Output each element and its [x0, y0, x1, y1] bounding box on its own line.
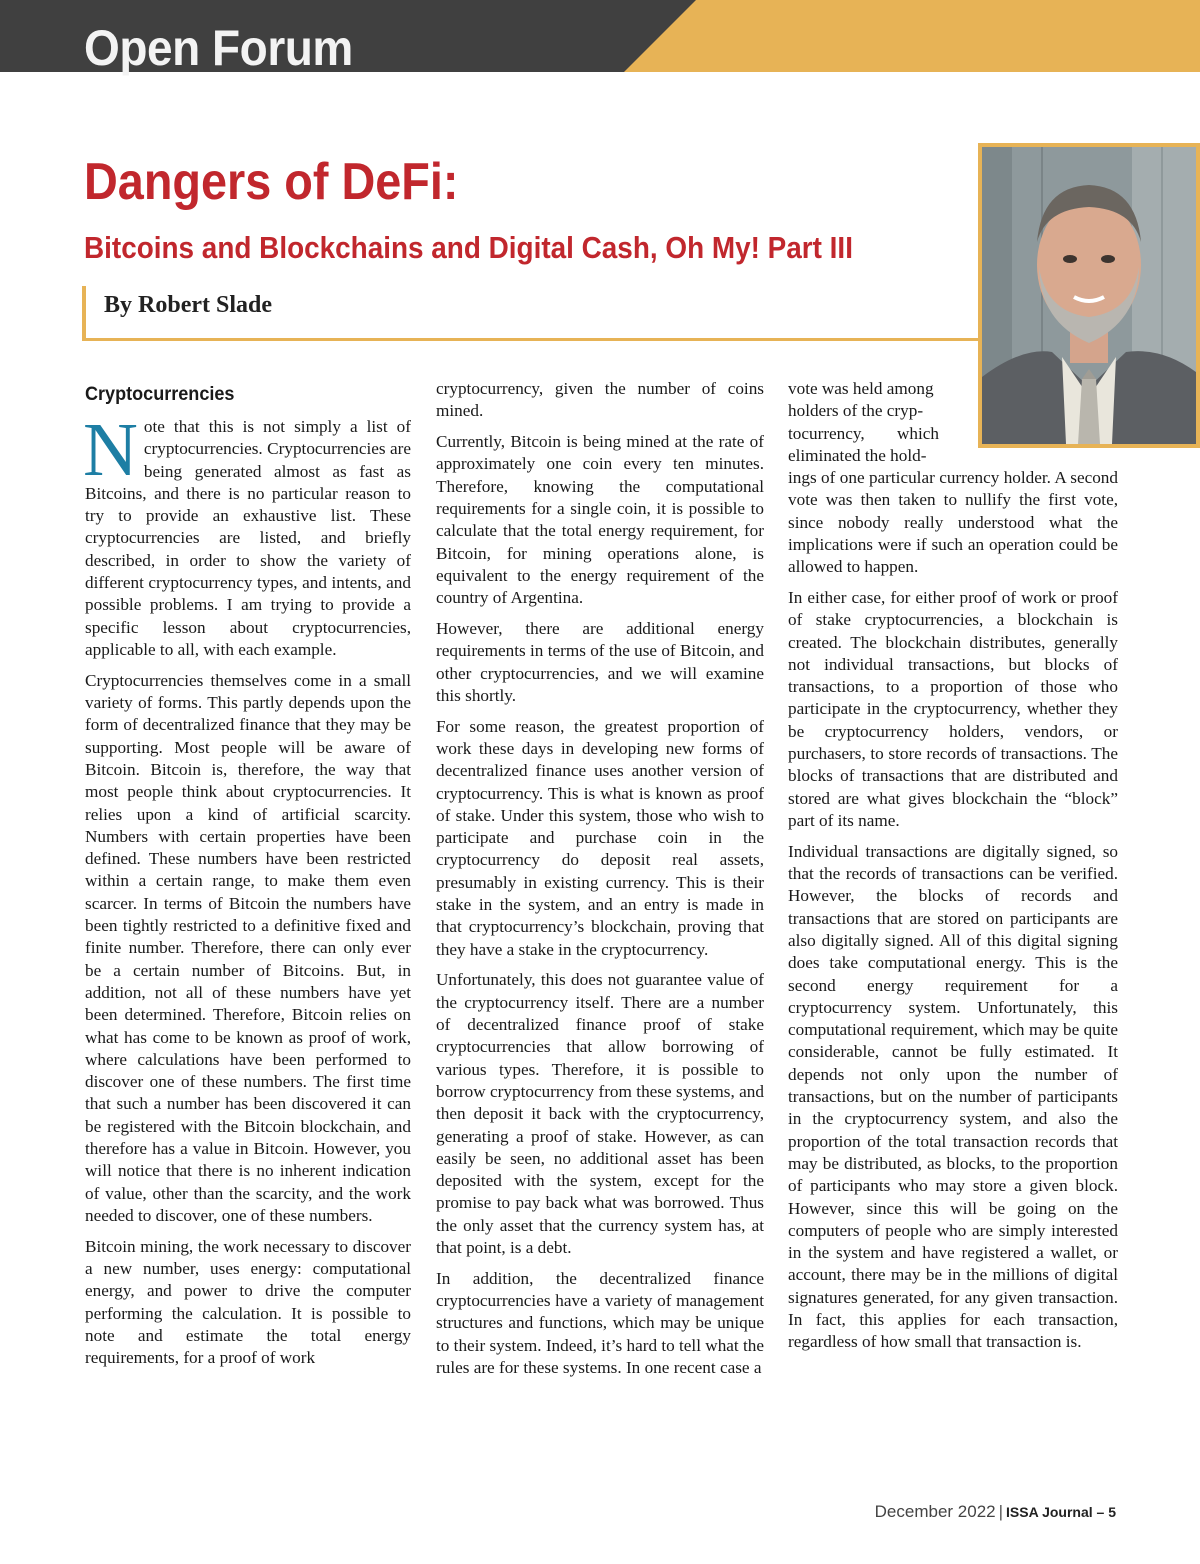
paragraph: Individual transactions are digitally signed, so that the records of transactions can be verified. However, the blocks of records and transactions that are stored on participants are also digitally signed. All of this digital signing does take computational energy. This is the second energy requirement for a cryptocurrency system. Unfortunately, this computational requirement, which may be quite considerable, cannot be fully estimated. It depends not only upon the number of transactions, but on the number of participants in the cryptocurrency system, and also the proportion of the total transaction records that may be distributed, as blocks, to the proportion of participants who may store a given block. However, since this will be going on the computers of people who are simply interested in the system and have registered a wallet, or account, there may be in the millions of digital signatures generated, for any given transaction. In fact, this applies for each transaction, regardless of how small that transaction is.: [788, 841, 1118, 1352]
journal-page: ISSA Journal – 5: [1006, 1504, 1116, 1520]
dropcap: N: [83, 408, 138, 492]
page-footer: [875, 1500, 1116, 1524]
author-portrait-image: [982, 147, 1196, 444]
paragraph: [83, 408, 411, 661]
column-3: [788, 467, 1118, 1362]
section-heading: Cryptocurrencies: [85, 384, 235, 405]
paragraph: Currently, Bitcoin is being mined at the rate of approximately one coin every ten minutes. Therefore, knowing the computational requirements for a single coin, it is possible to calculate that the total energy requirement, for Bitcoin, for mining operations alone, is equivalent to the energy requirement of the country of Argentina.: [436, 432, 764, 608]
column-2: [436, 378, 764, 1388]
paragraph-line: vote was held among: [788, 379, 934, 398]
byline-rule: [82, 286, 982, 341]
issue-date: December 2022: [874, 1502, 996, 1521]
paragraph: Unfortunately, this does not guarantee value of the cryptocurrency itself. There are a number of decentralized finance proof of stake cryptocurrencies that allow borrowing of various types. Therefore, it is possible to borrow cryptocurrency from these systems, and then deposit it back with the cryptocurrency, generating a proof of stake. However, as can easily be seen, no additional asset has been deposited with the system, except for the promise to pay back what was borrowed. Thus the only asset that the currency system has, at that point, is a debt.: [436, 970, 764, 1257]
column-3-narrow: [788, 378, 958, 467]
article-subtitle: Bitcoins and Blockchains and Digital Cash, Oh My! Part III: [84, 230, 853, 265]
paragraph: In addition, the decentralized finance cryptocurrencies have a variety of management structures and functions, which may be unique to their system. Indeed, it’s hard to tell what the rules are for these systems. In one recent case a: [436, 1268, 764, 1377]
section-title: Open Forum: [84, 20, 353, 76]
paragraph-text: ote that this is not simply a list of cryptocurrencies. Cryptocurrencies are being generated almost as fast as Bitcoins, and there is no particular reason to try to provide an exhaustive list. These cryptocurrencies are listed, and briefly described, in order to show the variety of different cryptocurrency types, and intents, and possible problems. I am trying to provide a specific lesson about cryptocurrencies, applicable to all, with each example.: [85, 417, 411, 659]
footer-separator: |: [998, 1502, 1004, 1521]
paragraph-line: holders of the cryp-: [788, 401, 924, 421]
paragraph: ings of one particular currency holder. A second vote was then taken to nullify the first vote, since nobody really understood what the implications were if such an operation could be allowed to happen.: [788, 468, 1118, 577]
byline: By Robert Slade: [104, 292, 272, 318]
author-photo: [978, 143, 1200, 448]
paragraph: In either case, for either proof of work or proof of stake cryptocurrencies, a blockchain is created. The blockchain distributes, generally not individual transactions, but blocks of transactions, to a proportion of those who participate in the cryptocurrency, whether they be cryptocurrency holders, vendors, or purchasers, to store records of transactions. The blocks of transactions that are distributed and stored are what gives blockchain the “block” part of its name.: [788, 587, 1118, 830]
paragraph: For some reason, the greatest proportion of work these days in developing new forms of decentralized finance uses another version of cryptocurrency. This is what is known as proof of stake. Under this system, those who wish to participate and purchase coin in the cryptocurrency do deposit real assets, presumably in existing currency. This is their stake in the system, and an entry is made in that cryptocurrency’s blockchain, proving that they have a stake in the cryptocurrency.: [436, 716, 764, 959]
paragraph: Cryptocurrencies themselves come in a small variety of forms. This partly depends upon the form of decentralized finance that they may be supporting. Most people will be aware of Bitcoin. Bitcoin is, therefore, the way that most people think about cryptocurrencies. It relies upon a kind of artificial scarcity. Numbers with certain properties have been defined. These numbers have been restricted within a certain range, to make them even scarcer. In terms of Bitcoin the numbers have been tightly restricted to a definitive fixed and finite number. Therefore, there can only ever be a certain number of Bitcoins. But, in addition, not all of these numbers have yet been determined. Therefore, Bitcoin relies on what has come to be known as proof of work, where calculations have been performed to discover one of these numbers. The first time that such a number has been discovered it can be registered with the Bitcoin blockchain, and therefore has a value in Bitcoin. However, you will notice that there is no inherent indication of value, other than the scarcity, and the work needed to discover, one of these numbers.: [85, 670, 411, 1225]
article-title: Dangers of DeFi:: [84, 153, 459, 211]
column-1: [85, 382, 411, 1378]
paragraph: cryptocurrency, given the number of coins mined.: [436, 379, 764, 421]
paragraph-line: eliminated the hold-: [788, 445, 927, 465]
paragraph-line: tocurrency, which: [788, 423, 939, 443]
paragraph: Bitcoin mining, the work necessary to discover a new number, uses energy: computational energy, and power to drive the computer performing the calculation. It is possible to note and estimate the total energy requirements, for a proof of work: [85, 1236, 411, 1368]
paragraph: However, there are additional energy requirements in terms of the use of Bitcoin, and other cryptocurrencies, and we will examine this shortly.: [436, 618, 764, 705]
